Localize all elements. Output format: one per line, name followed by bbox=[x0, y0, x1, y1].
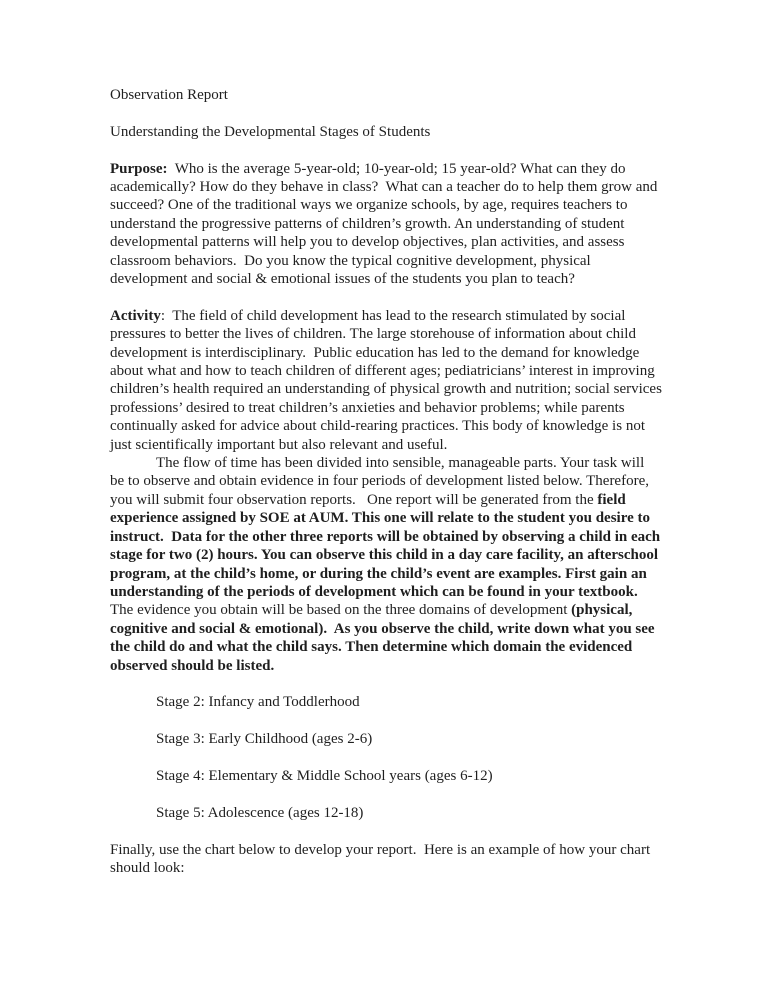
stage-item-5: Stage 5: Adolescence (ages 12-18) bbox=[156, 804, 364, 821]
activity-text: : The field of child development has lead to the research stimulated by social pressures to better the lives of children. The large storehouse of information about child development is interdisciplinary. Public education has led to the demand for knowledge about what and how to teach children of different ages; pediatricians’ interest in improving children’s health required an understanding of physical growth and nutrition; social services professions’ desired to treat children’s anxieties and behavior problems; while parents continually asked for advice about child-rearing practices. This body of knowledge is not just scientifically important but also relevant and useful. bbox=[110, 307, 666, 453]
flow-text-2: The evidence you obtain will be based on the three domains of development bbox=[110, 583, 642, 619]
doc-subtitle: Understanding the Developmental Stages of Students bbox=[110, 123, 431, 140]
flow-bold-2: (physical, cognitive and social & emotional). As you observe the child, write down what you see the child do and what the child says. Then determine which domain the evidenced observed should be listed. bbox=[110, 602, 659, 674]
stage-item-4: Stage 4: Elementary & Middle School years (ages 6-12) bbox=[156, 767, 493, 784]
stage-item-3: Stage 3: Early Childhood (ages 2-6) bbox=[156, 731, 373, 748]
closing-paragraph: Finally, use the chart below to develop your report. Here is an example of how your chart should look: bbox=[110, 841, 654, 876]
activity-label: Activity bbox=[110, 307, 161, 324]
flow-bold-1: field experience assigned by SOE at AUM. This one will relate to the student you desire to instruct. Data for the other three reports will be obtained by observing a child in each stage for two (2) hours. You can observe this child in a day care facility, an afterschool program, at the child’s home, or during the child’s event are examples. First gain an understanding of the periods of development which can be found in your textbook. bbox=[110, 491, 664, 600]
purpose-label: Purpose: bbox=[110, 160, 168, 177]
purpose-text: Who is the average 5-year-old; 10-year-old; 15 year-old? What can they do academically? How do they behave in class? What can a teacher do to help them grow and succeed? One of the traditional ways we organize schools, by age, requires teachers to understand the progressive patterns of children’s growth. An understanding of student developmental patterns will help you to develop objectives, plan activities, and assess classroom behaviors. Do you know the typical cognitive development, physical development and social & emotional issues of the students you plan to teach? bbox=[110, 160, 662, 288]
flow-text-1: The flow of time has been divided into sensible, manageable parts. Your task will be to observe and obtain evidence in four periods of development listed below. Therefore, you will submit four observation reports. One report will be generated from the bbox=[110, 455, 653, 508]
activity-paragraph bbox=[110, 307, 666, 454]
purpose-paragraph bbox=[110, 160, 662, 289]
doc-title: Observation Report bbox=[110, 87, 228, 103]
stage-item-2: Stage 2: Infancy and Toddlerhood bbox=[156, 694, 360, 711]
flow-paragraph bbox=[110, 454, 662, 675]
